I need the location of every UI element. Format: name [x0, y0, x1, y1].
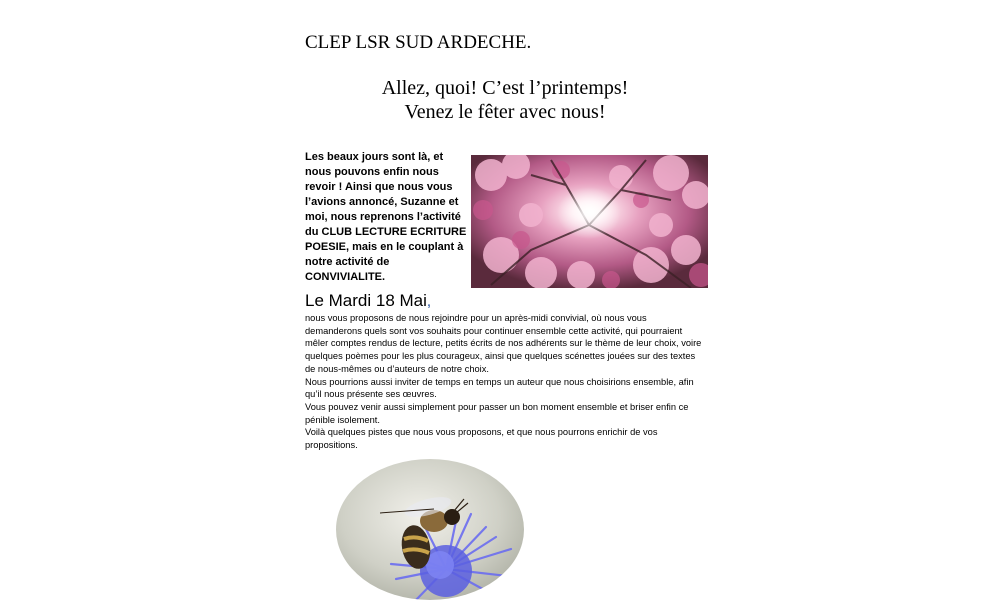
headline-line-1: Allez, quoi! C’est l’printemps!	[381, 77, 629, 99]
body-paragraph-3: Vous pouvez venir aussi simplement pour passer un bon moment ensemble et briser enfin ce pénible isolement.	[305, 401, 689, 425]
intro-paragraph: Les beaux jours sont là, et nous pouvons enfin nous revoir ! Ainsi que nous vous l’avions annoncé, Suzanne et moi, nous reprenons l’activité du CLUB LECTURE ECRITURE POESIE, mais en le couplant à notre activité de CONVIVIALITE.	[305, 151, 467, 283]
body-text	[305, 312, 705, 452]
event-date-comma: ,	[426, 293, 432, 310]
bee-on-thistle-photo	[336, 459, 524, 600]
headline	[305, 76, 705, 124]
event-date-heading	[305, 291, 431, 311]
organization-title: CLEP LSR SUD ARDECHE.	[305, 32, 532, 53]
cherry-blossom-photo	[471, 155, 708, 288]
event-date: Le Mardi 18 Mai	[305, 291, 427, 310]
headline-line-2: Venez le fêter avec nous!	[404, 101, 606, 123]
body-paragraph-4: Voilà quelques pistes que nous vous proposons, et que nous pourrons enrichir de vos propositions.	[305, 427, 658, 451]
body-paragraph-1: nous vous proposons de nous rejoindre pour un après-midi convivial, où nous vous demanderons quels sont vos souhaits pour continuer ensemble cette activité, qui pourraient mêler comptes rendus de lecture, petits écrits de nos adhérents sur le thème de leur choix, voire quelques poèmes pour les plus courageux, ainsi que quelques scénettes jouées sur des textes de nous-mêmes ou d’auteurs de notre choix.	[305, 313, 702, 374]
body-paragraph-2: Nous pourrions aussi inviter de temps en temps un auteur que nous choisirions ensemble, afin qu’il nous présente ses œuvres.	[305, 376, 694, 400]
